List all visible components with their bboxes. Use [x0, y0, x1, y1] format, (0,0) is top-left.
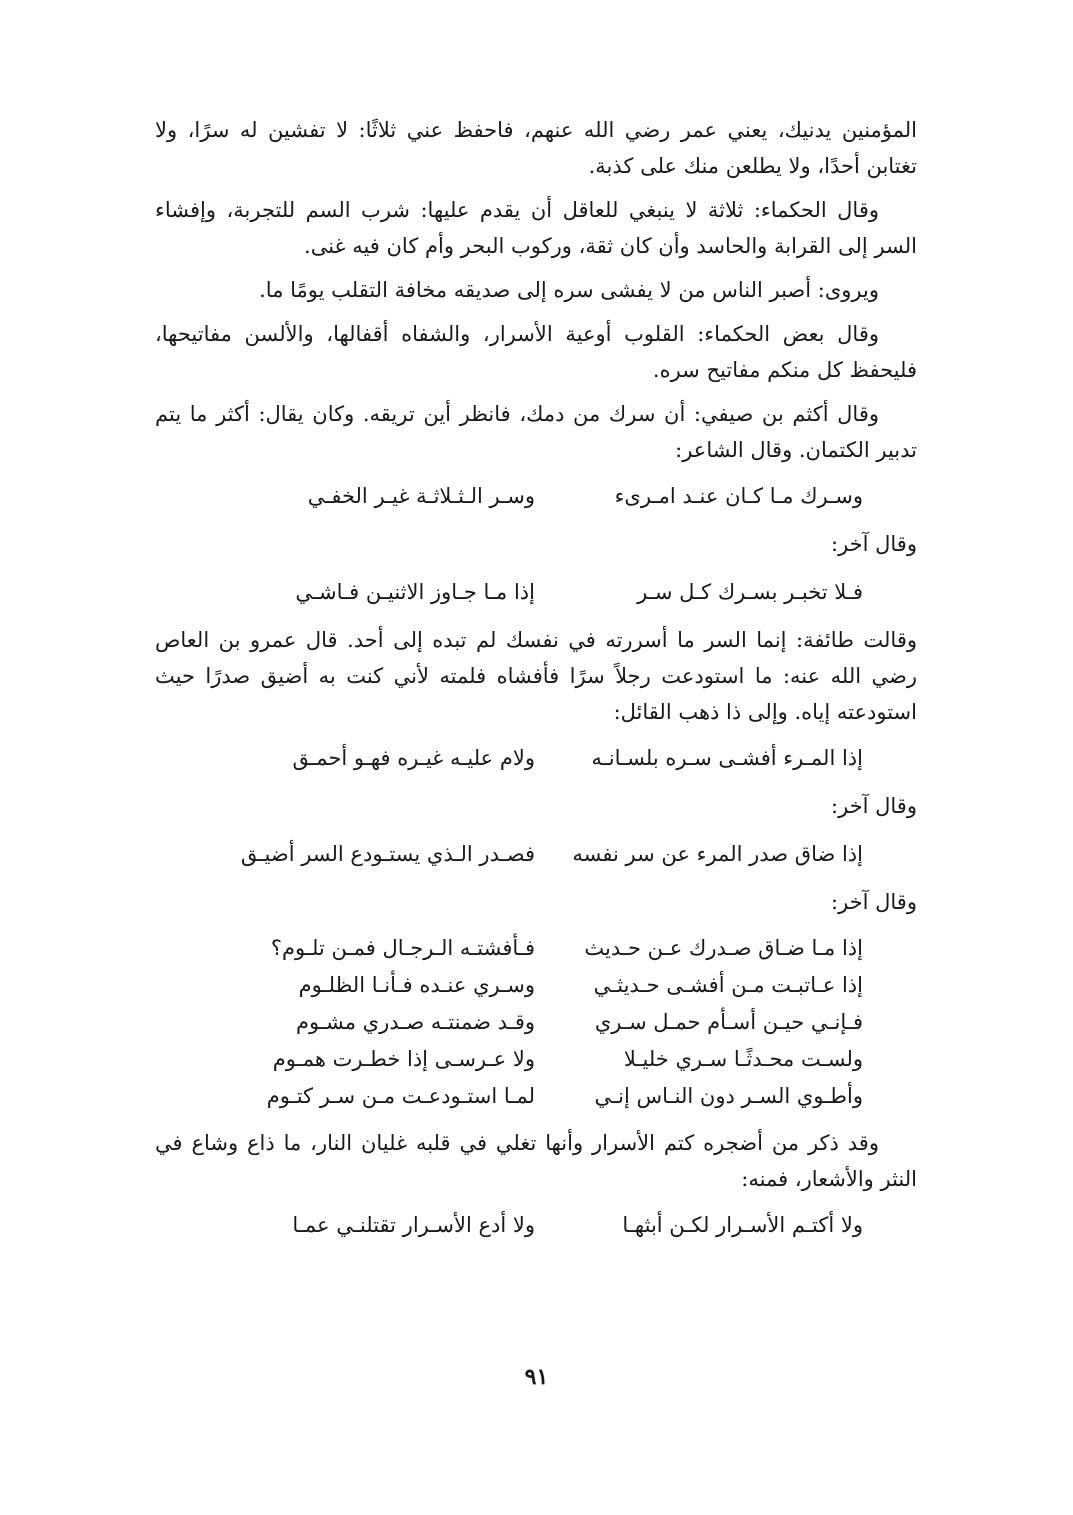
- verse-second-hemistich: فـأفشتـه الـرجـال فمـن تلـوم؟: [270, 936, 535, 960]
- paragraph: وقالت طائفة: إنما السر ما أسررته في نفسك لم تبده إلى أحد. قال عمرو بن العاص رضي الله عنه: ما استودعت رجلاً سرًا فأفشاه فلمته لأني كنت به أضيق صدرًا حيث استودعته إياه. وإلى ذا ذهب القائل:: [155, 628, 917, 724]
- verse-first-hemistich: فـلا تخبـر بسـرك كـل سـر: [637, 580, 863, 604]
- poem-verse: [155, 476, 917, 516]
- poem-verse-block: [155, 834, 917, 874]
- speaker-label: وقال آخر:: [831, 890, 917, 914]
- speaker-label: وقال آخر:: [831, 794, 917, 818]
- poem-verse: [155, 738, 917, 778]
- verse-first-hemistich: إذا ضاق صدر المرء عن سر نفسه: [572, 842, 863, 866]
- paragraph: وقال بعض الحكماء: القلوب أوعية الأسرار، والشفاه أقفالها، والألسن مفاتيحها، فليحفظ كل منكم مفاتيح سره.: [155, 322, 917, 382]
- poem-verse-block: [155, 572, 917, 612]
- poem-verse: [155, 834, 917, 874]
- poem-verse: [155, 930, 917, 967]
- verse-second-hemistich: وقـد ضمنتـه صـدري مشـوم: [295, 1010, 535, 1034]
- poem-verse: [155, 1004, 917, 1041]
- verse-second-hemistich: ولام عليـه غيـره فهـو أحمـق: [292, 746, 535, 770]
- verse-second-hemistich: لمـا استـودعـت مـن سـر كتـوم: [266, 1084, 535, 1108]
- poem-verse: [155, 572, 917, 612]
- poem-verse-block: [155, 476, 917, 516]
- verse-first-hemistich: فـإنـي حيـن أسـأم حمـل سـري: [594, 1010, 863, 1034]
- page-number: ٩١: [524, 1364, 549, 1390]
- verse-second-hemistich: ولا أدع الأسـرار تقتلنـي عمـا: [292, 1213, 535, 1237]
- poem-verse-block: [155, 738, 917, 778]
- book-page: [155, 112, 917, 1255]
- verse-first-hemistich: ولسـت محـدثًـا سـري خليـلا: [623, 1047, 863, 1071]
- poem-verse-block: [155, 930, 917, 1115]
- verse-first-hemistich: وسـرك مـا كـان عنـد امـرىء: [614, 484, 863, 508]
- poem-verse-block: [155, 1205, 917, 1245]
- verse-second-hemistich: إذا مـا جـاوز الاثنيـن فـاشـي: [295, 580, 535, 604]
- verse-second-hemistich: فصـدر الـذي يستـودع السر أضيـق: [240, 842, 535, 866]
- speaker-label: وقال آخر:: [831, 532, 917, 556]
- poem-verse: [155, 967, 917, 1004]
- paragraph: وقد ذكر من أضجره كتم الأسرار وأنها تغلي في قلبه غليان النار، ما ذاع وشاع في النثر والأشعار، فمنه:: [155, 1131, 917, 1191]
- verse-second-hemistich: ولا عـرسـى إذا خطـرت همـوم: [272, 1047, 535, 1071]
- verse-first-hemistich: إذا عـاتبـت مـن أفشـى حـديثـي: [593, 973, 863, 997]
- paragraph: المؤمنين يدنيك، يعني عمر رضي الله عنهم، فاحفظ عني ثلاثًا: لا تفشين له سرًا، ولا تغتابن أحدًا، ولا يطلعن منك على كذبة.: [155, 118, 917, 178]
- verse-first-hemistich: وأطـوي السـر دون النـاس إنـي: [594, 1084, 863, 1108]
- verse-first-hemistich: إذا مـا ضـاق صـدرك عـن حـديث: [584, 936, 863, 960]
- paragraph: وقال أكثم بن صيفي: أن سرك من دمك، فانظر أين تريقه. وكان يقال: أكثر ما يتم تدبير الكتمان. وقال الشاعر:: [155, 402, 917, 462]
- poem-verse: [155, 1041, 917, 1078]
- verse-second-hemistich: وسـري عنـده فـأنـا الظلـوم: [298, 973, 535, 997]
- verse-first-hemistich: إذا المـرء أفشـى سـره بلسـانـه: [591, 746, 863, 770]
- verse-second-hemistich: وسـر الـثـلاثـة غيـر الخفـي: [307, 484, 535, 508]
- verse-first-hemistich: ولا أكتـم الأسـرار لكـن أبثهـا: [622, 1213, 863, 1237]
- poem-verse: [155, 1205, 917, 1245]
- paragraph: وقال الحكماء: ثلاثة لا ينبغي للعاقل أن يقدم عليها: شرب السم للتجربة، وإفشاء السر إلى القرابة والحاسد وأن كان ثقة، وركوب البحر وأم كان فيه غنى.: [155, 198, 917, 258]
- paragraph: ويروى: أصبر الناس من لا يفشى سره إلى صديقه مخافة التقلب يومًا ما.: [259, 278, 879, 302]
- poem-verse: [155, 1078, 917, 1115]
